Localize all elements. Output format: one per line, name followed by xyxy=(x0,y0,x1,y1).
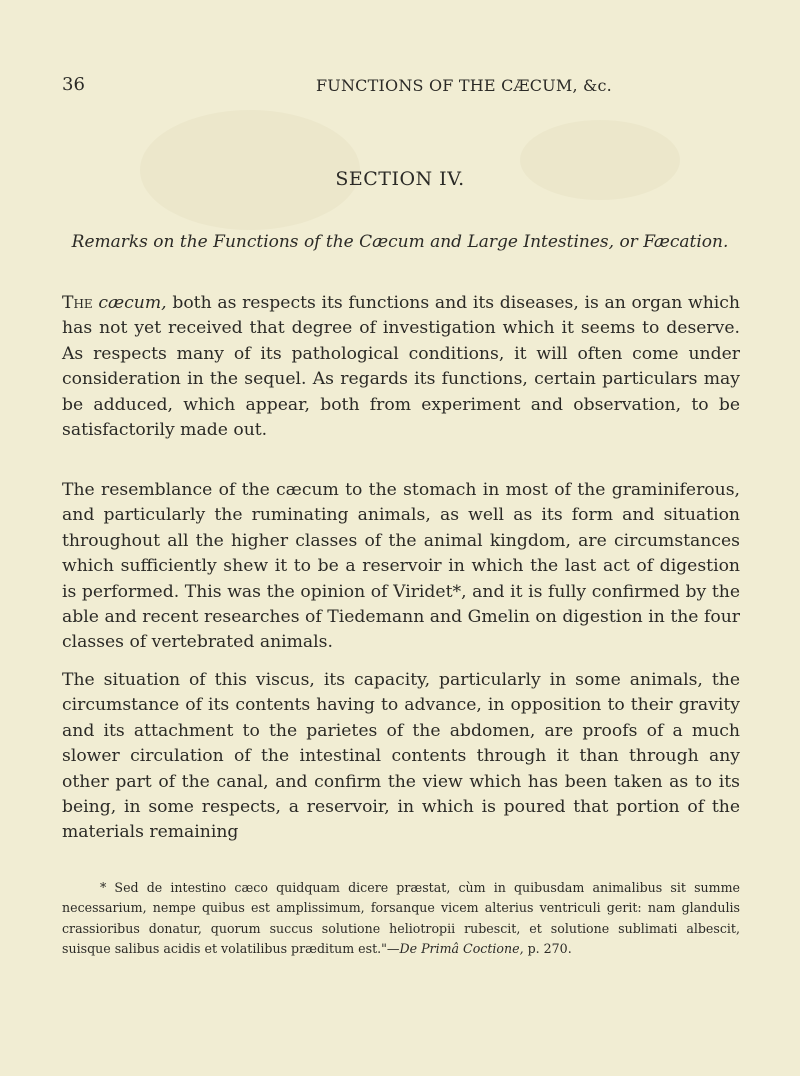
footnote-text: * Sed de intestino cæco quidquam dicere præstat, cùm in quibusdam animalibus sit summe necessarium, nempe quibus est amplissimum, forsanque vicem alterius ventriculi gerit: nam glandulis crassioribus donatur, quorum succus solutione heliotropii rubescit, et solutione sublimati albescit, suisque salibus acidis et volatilibus præditum est."— xyxy=(62,880,740,957)
section-subtitle: Remarks on the Functions of the Cæcum and Large Intestines, or Fæcation. xyxy=(71,232,729,252)
paragraph-3: The situation of this viscus, its capacity, particularly in some animals, the circumstance of its contents having to advance, in opposition to their gravity and its attachment to the parietes of the abdomen, are proofs of a much slower circulation of the intestinal contents through it than through any other part of the canal, and confirm the view which has been taken as to its being, in some respects, a reservoir, in which is poured that portion of the materials remaining xyxy=(62,670,740,843)
section-heading: SECTION IV. xyxy=(335,168,465,190)
footnote-source: De Primâ Coctione, xyxy=(399,941,524,957)
paragraph-1 xyxy=(62,291,740,443)
running-title: FUNCTIONS OF THE CÆCUM, &c. xyxy=(316,76,612,95)
page-number: 36 xyxy=(62,74,85,95)
paragraph-2: The resemblance of the cæcum to the stomach in most of the graminiferous, and particularly the ruminating animals, as well as its form and situation throughout all the higher classes of the animal kingdom, are circumstances which sufficiently shew it to be a reservoir in which the last act of digestion is performed. This was the opinion of Viridet*, and it is fully confirmed by the able and recent researches of Tiedemann and Gmelin on digestion in the four classes of vertebrated animals. xyxy=(62,480,740,653)
paragraph-1-first-word: The xyxy=(62,293,93,313)
footnote-page-ref: p. 270. xyxy=(527,941,572,957)
paragraph-1-italic-term: cæcum, xyxy=(98,293,167,313)
paragraph-1-text: both as respects its functions and its diseases, is an organ which has not yet received that degree of investigation which it seems to deserve. As respects many of its pathological conditions, it will often come under consideration in the sequel. As regards its functions, certain particulars may be adduced, which appear, both from experiment and observation, to be satisfactorily made out. xyxy=(62,293,740,441)
footnote xyxy=(62,878,740,960)
running-head xyxy=(62,74,762,98)
